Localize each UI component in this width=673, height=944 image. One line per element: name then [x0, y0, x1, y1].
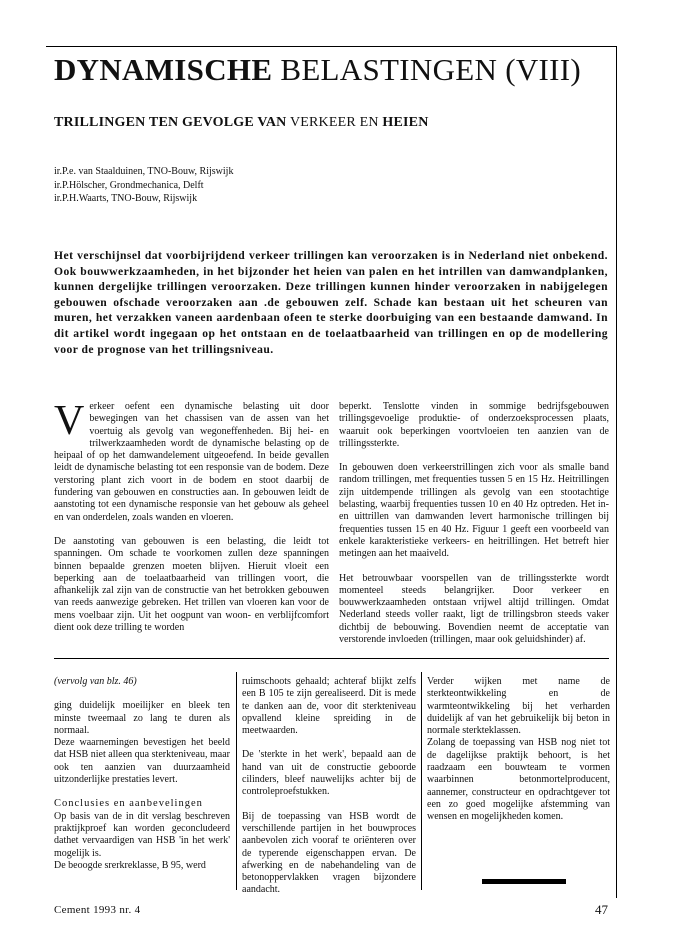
- body-paragraph: beperkt. Tenslotte vinden in sommige bedrijfsgebouwen trillingsgevoelige produktie- of onderzoeksprocessen plaats, waaruit ook beperkingen voortvloeien ten aanzien van de trillingssterkte.: [339, 401, 609, 449]
- continued-column-1: [54, 676, 230, 872]
- body-paragraph: Deze waarnemingen bevestigen het beeld dat HSB niet alleen qua sterkteniveau, maar ook ten aanzien van duurzaamheid uitzonderlijke prestaties levert.: [54, 737, 230, 786]
- body-paragraph: De beoogde srerkreklasse, B 95, werd: [54, 859, 206, 871]
- body-paragraph: ging duidelijk moeilijker en bleek ten minste tweemaal zo lang te duren als normaal.: [54, 700, 230, 736]
- body-paragraph: ruimschoots gehaald; achteraf blijkt zelfs een B 105 te zijn gerealiseerd. Dit is mede te danken aan de, voor dit sterkteniveau opvallend kleine spreiding in de meetwaarden.: [242, 676, 416, 737]
- right-rule: [616, 46, 617, 898]
- body-column-2: [339, 401, 609, 646]
- body-column-1: [54, 398, 329, 634]
- author-line: ir.P.H.Waarts, TNO-Bouw, Rijswijk: [54, 193, 198, 204]
- article-subtitle: TRILLINGEN TEN GEVOLGE VAN VERKEER EN HEIEN: [54, 115, 429, 130]
- column-divider: [236, 672, 237, 890]
- body-paragraph: Op basis van de in dit verslag beschreven praktijkproef kan worden geconcludeerd dathet vervaardigen van HSB 'in het werk' mogelijk is.: [54, 810, 230, 859]
- body-paragraph: De 'sterkte in het werk', bepaald aan de hand van uit de constructie geboorde cilinders, bleef nauwelijks achter bij de controleproefstukken.: [242, 749, 416, 798]
- body-paragraph: Bij de toepassing van HSB wordt de verschillende partijen in het bouwproces aanbevolen zich vooraf te oriënteren over de typerende eigenschappen ervan. De afwerking en de nabehandeling van de betonoppervlakken vragen bijzondere aandacht.: [242, 810, 416, 896]
- drop-cap: V: [54, 398, 85, 444]
- continued-column-3: [427, 676, 610, 824]
- author-line: ir.P.e. van Staalduinen, TNO-Bouw, Rijswijk: [54, 166, 234, 177]
- body-paragraph: Verder wijken met name de sterkteontwikkeling en de warmteontwikkeling bij het verharden duidelijk af van het gebruikelijk bij beton in normale sterkteklassen.: [427, 676, 610, 737]
- body-paragraph: Verkeer oefent een dynamische belasting uit door bewegingen van het chassisen van de assen van het voertuig als gevolg van wegoneffenheden. Bij hei- en trilwerkzaamheden wordt de dynamische belasting op de heipaal of op het damwandelement uitgeoefend. In beide gevallen leidt de dynamische belasting tot een responsie van de bodem. Deze verstoring plant zich voort in de bodem en stoot daarbij de fundering van gebouwen en constructies aan. In gebouwen leidt de aanstoting tot een dynamische responsie van het gebouw als geheel en van onderdelen, zoals wanden en vloeren.: [54, 398, 329, 523]
- top-rule: [46, 46, 616, 47]
- section-heading: Conclusies en aanbevelingen: [54, 798, 203, 810]
- lead-paragraph: Het verschijnsel dat voorbijrijdend verkeer trillingen kan veroorzaken is in Nederland niet onbekend. Ook bouwwerkzaamheden, in het bijzonder het heien van palen en het intrillen van damwandplanken, kunnen dergelijke trillingen veroorzaken. Deze trillingen kunnen hinder veroorzaken in nabijgelegen gebouwen ofschade veroorzaken aan .de gebouwen zelf. Schade kan bestaan uit het scheuren van muren, het verzakken vaneen aardenbaan ofeen te sterke doorbuiging van een bestaande damwand. In dit artikel wordt ingegaan op het ontstaan en de toelaatbaarheid van trillingen en op de modellering voor de prognose van het trillingsniveau.: [54, 249, 608, 356]
- author-line: ir.P.Hölscher, Grondmechanica, Delft: [54, 179, 204, 191]
- body-paragraph: Het betrouwbaar voorspellen van de trillingssterkte wordt momenteel steeds belangrijker. Door verkeer en bouwwerkzaamheden ontstaan vrijwel altijd trillingen. Omdat Nederland steeds voller raakt, ligt de trillingsbron steeds vaker dichtbij de bebouwing. Bovendien neemt de acceptatie van verstorende invloeden (trillingen, maar ook geluidshinder) af.: [339, 572, 609, 646]
- end-bar: [482, 879, 566, 884]
- body-paragraph: De aanstoting van gebouwen is een belasting, die leidt tot spanningen. Om schade te voorkomen zullen deze spanningen binnen bepaalde grenzen moeten blijven. Hieruit vloeit een beperking aan de toelaatbaarheid van trillingen voort, die afhankelijk zal zijn van de constructie van het betrokken gebouwen van reeds aanwezige gebreken. Het trillen van vloeren kan voor de mens voelbaar zijn. Uit het oogpunt van woon- en verblijfcomfort dient ook deze trilling te worden: [54, 535, 329, 634]
- continued-column-2: [242, 676, 416, 897]
- journal-footer: Cement 1993 nr. 4: [54, 904, 141, 916]
- body-paragraph: Zolang de toepassing van HSB nog niet tot de dagelijkse praktijk behoort, is het raadzaam een bouwteam te vormen waarbinnen betonmortelproducent, aannemer, constructeur en opdrachtgever tot een zo goed mogelijke afstemming van wensen en mogelijkheden komen.: [427, 737, 610, 823]
- page-number: 47: [595, 902, 608, 917]
- body-paragraph: In gebouwen doen verkeerstrillingen zich voor als smalle band random trillingen, met frequenties tussen 5 en 15 Hz. Heitrillingen zijn uitdempende trillingen als gevolg van een stootachtige belasting, waarbij frequenties tussen 10 en 40 Hz optreden. Het in- en uittrillen van damwanden levert harmonische trillingen bij frequenties tussen 15 en 40 Hz. Figuur 1 geeft een voorbeeld van enkele karakteristieke verkeers- en heitrillingen. Het betreft hier metingen aan het maaiveld.: [339, 462, 609, 560]
- column-divider: [421, 672, 422, 890]
- author-list: [54, 165, 233, 206]
- section-divider: [54, 658, 609, 659]
- article-title: DYNAMISCHE BELASTINGEN (VIII): [54, 52, 582, 87]
- continued-note: (vervolg van blz. 46): [54, 676, 137, 687]
